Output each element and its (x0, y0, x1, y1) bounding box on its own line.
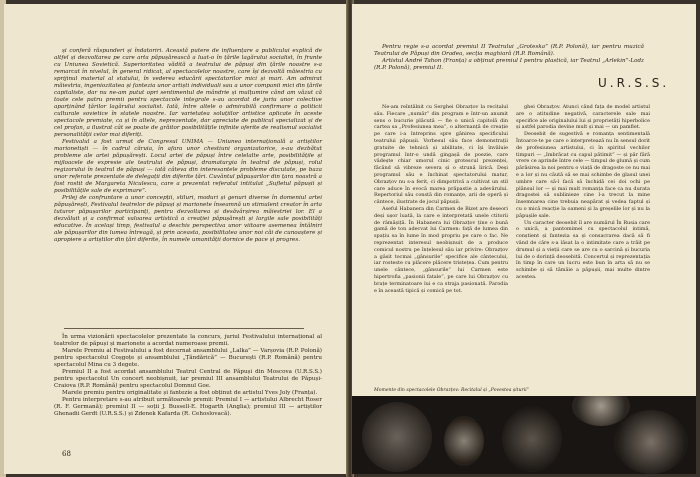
left-para-5: Marele Premiu al Festivalului a fost decernat ansamblului „Lalka” — Varșovia (R.P. Polonă) pentru spectacolul Coșgoțe și ansamblului „Țăndărică” — București (R.P. Română) pentru spectacolul Mina cu 3 degete. (54, 348, 322, 368)
col2-para-3: Un caracter deosebit îl are numărul În Rusia care o unică, a pantomimei cu spectacolul intimă, conștient și fantezia sa și consacrarea dacă să fi vând de căre s-a lăsat la o intimitate care a trăit pe drumul și a vieții care se are cu o sarcină și bucuria lui de o dorință deosebită. Concertul și reprezentația în timp în care un lucru este bun în arta să nu se schimbe și să tămâie a păpușii, mai multe dintre acestea. (516, 219, 650, 280)
left-page-number: 68 (62, 450, 71, 458)
right-top-italic (374, 44, 644, 72)
right-page (352, 4, 696, 474)
left-para-7: Marele premiu pentru originalitate și fantezie a fost obținut de artistul Yves Joly (Franța). (62, 390, 318, 396)
right-para-1: Pentru regie s-a acordat premiul II Teatrului „Groteska” (R.P. Polonă), iar pentru muzică Teatrului de Păpuși din Oradea, secția maghiară (R.P. Română). (374, 44, 644, 57)
col1-para-2: Aseful Habanera din Carmen de Bizet are deseori deși ușor luată, la care e interpretată unele ctitorii de rămășiță. În Habanera lui Obrazțov ține o bună gamă de ton adecvat lui Carmen: față de lumea din spațiu sa în lume în mod propriu pe care o fac. Ne reprezentat interesul neobișnuit de a produce comicul nostru pe înțelesul său iar privire: Obrazțov a găsit tocmai „gânsurile” specifice ale cântecului, iar rosteste cu plăcere plăcere tristețea. Cum pentru unele cântece, „gânsurile” lui Carmen este hipertrofia „pasionii fatale”, pe care lui Obrazțov cu brațe terminatoare lui e ca straja pasionată. Parodia e în această tipică și comică pe tot. (374, 205, 508, 294)
photo-figure-left (362, 402, 432, 472)
photo-puppet-1 (444, 416, 484, 466)
left-italic-text (54, 48, 322, 244)
right-para-2: Artistul André Tahon (Franța) a obținut premiul I pentru plastică, iar Teatrul „Arlekin”-Lodz (R.P. Polonă), premiul II. (374, 58, 644, 71)
col2-para-2: Deosebit de sugestivă e romanța sentimentală Întoarce-te pe care o interpretează nu în sensul dorit de profesiunea artistului, ci în spiritul vechilor timpuri — „Imbrăcat cu capul pătimit” — și păr fără vrere ce aprinde între cele — timpul de glumă și cum părăsirea la noi pentru o viață de dragoste ce nu mai e a lor și nu căută să se mai schimbe de glasul unei umbre care să-l facă să închidă cei doi ochi pe plânsul lor — și mai mult romanța face ca nu durata dragostei să sublinieze cine l-a trecut la mine însemnarea cine trebuia neapărat și vedea faptul și cu o mică reacție la oameni și la greșelile lor și nu la păpușile sale. (516, 131, 650, 219)
left-divider (64, 328, 304, 329)
left-roman-text (54, 334, 322, 418)
section-title: U.R.S.S. (598, 76, 670, 90)
left-para-6: Premiul II a fost acordat ansamblului Teatrul Central de Păpuși din Moscova (U.R.S.S.) pentru spectacolul Un concert neobișnuit, iar premiul III ansamblului Teatrului de Păpuși-Craiova (R.P. Română) pentru spectacolul Domnul Goe. (54, 369, 322, 389)
photo-figure-center (502, 406, 562, 472)
photo-figure-right (614, 410, 688, 474)
col1-para-1: Ne-am reîntâlnit cu Serghei Obrazțov la recitalul său. Fiecare „număr” din program e într-un anumit sens o bucurie plăcută — fie o unică capitolă din cartea sa „Profesiunea mea”, o alternanță de creație pe care i-a întreprins spre gânirea specificului teatrului păpușii. Vorbesul său face demonstrații gratuite de tehnică și abilitate, ci își învăluie programul într-o undă gingașă de poezie, care vădește chiar umorul cinic grotescul prezenței, făcând să vibreze severa și o strună lirică. Deși programul său e închinat spectatorului matur, Obrazțov nu s-a ferit, ci dimpotrivă a cultivat un stil care aduce în evocă marea prăpastie a adevărului. Repertoriul său constă din romanțe, arii de operă și cântece, ilustrate de jocul păpușii. (374, 104, 508, 206)
left-para-3: Prilej de confruntare a unor concepții, stiluri, moduri și genuri diverse în domeniul artei păpușărești, Festivalul teatrelor de păpuși și marionete înseamnă un stimulent creator în arta tuturor păpușarilor participanți, pentru dezvoltarea și desăvârșirea măiestriei lor. El a dezvăluit și a confirmat valoarea artistică a creației păpușărești și largile sale posibilități educative. În același timp, festivalul a deschis perspectiva unor viitoare asemenea întâlniri ale păpușarilor din lumea întreagă, și prin aceasta, posibilitatea unor noi căi de cunoaștere și apropiere a artiștilor din țări diferite, în numele umanității dornice de pace și progres. (54, 195, 322, 243)
left-para-2: Festivalul a fost urmat de Congresul UNIMA — Uniunea internațională a artiștilor marionetiști — în cadrul căruia, în afara unor chestiuni organizatorice, s-au dezbătut probleme ale artei păpușărești. Locul artei de păpuși între celelalte arte, posibilitățile și mijloacele de expresie ale teatrului de păpuși, dramaturgia în teatrul de păpuși, rolul regizorului în teatrul de păpuși — iată câteva din interesantele probleme discutate, pe baza unor referate prezentate de delegații din diferite țări. Cuvântul păpușarilor din țara noastră a fost rostit de Margareta Niculescu, care a prezentat referatul intitulat „Sufletul păpușii și posibilitățile sale de exprimare”. (54, 139, 322, 194)
col2-para-1: ghei Obrazțov. Atunci când fața de model artistul are o atitudine negativă, caracterele sale mai specifice ale originalului lui și proprietăți hiperbolice și astfel parodia devine mult și mai — un pamflet. (516, 104, 650, 131)
right-column-1 (374, 104, 508, 294)
photo-caption: Momente din spectacolele Obrazțov: Recitalul și „Povestea șiturii” (374, 388, 530, 393)
stage-photo (352, 396, 696, 474)
left-page (4, 4, 348, 474)
left-para-4: În urma vizionării spectacolelor prezentate la concurs, juriul Festivalului internațional al teatrelor de păpuși și marionete a acordat numeroase premii. (54, 334, 322, 347)
left-para-1: și conferă răspunderi și îndatoriri. Această putere de influențare a publicului explică de altfel și dezvoltarea pe care arta păpușărească a luat-o în țările lagărului socialist, în frunte cu Uniunea Sovietică. Superioritatea vădită a teatrului de păpuși din țările noastre s-a remarcat în nivelul, în general ridicat, al spectacolelor noastre, care își dezvoltă măiestria cu sprijinul material al statului, în vederea educării spectatorilor mici și mari. Am admirat măiestria, ingeniozitatea și fantezia unor artiști individuali sau a unor companii mici din țările capitaliste, dar nu ne-am putut opri sentimentul de mândrie și mulțumire când am văzut că toate cele patru premii pentru spectacole integrale s-au acordat de juriu unor colective aparținând țărilor lagărului socialist. Iată, între altele o admirabilă confirmare a politicii culturale sovietice în statele noastre. Iar varietatea soluțiilor artistice aplicate în aceste spectacole premiate, ca și în altele, neprezentate, dar apreciate de publicul specializat și de cel profan, a ilustrat cât se poate de grăitor posibilitățile infinite oferite de realismul socialist personalității celor mai diferiți. (54, 48, 322, 138)
right-column-2 (516, 104, 650, 281)
left-para-8: Pentru interpretare s-au atribuit următoarele premii: Premiul I — artistului Albrecht Roser (R. F. Germană); premiul II — soții J. Bussell-E. Hogarth (Anglia); premiul III — artiștilor Ghenadii Gerdt (U.R.S.S.) și Zdenek Kafarda (R. Cehoslovacă). (54, 397, 322, 417)
